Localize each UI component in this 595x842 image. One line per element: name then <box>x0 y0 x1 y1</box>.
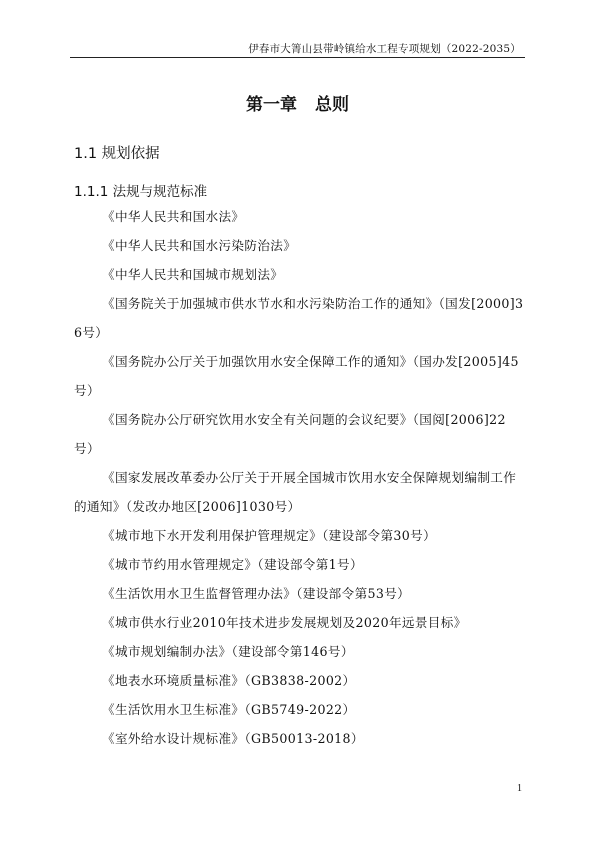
section-title: 1.1 规划依据 <box>74 146 160 162</box>
reference-item: 《城市节约用水管理规定》（建设部令第1号） <box>102 557 363 572</box>
reference-item: 《国务院办公厅研究饮用水安全有关问题的会议纪要》（国阅[2006]22号） <box>74 412 506 456</box>
reference-item: 《室外给水设计规标准》（GB50013-2018） <box>102 731 364 746</box>
reference-item: 《国务院关于加强城市供水节水和水污染防治工作的通知》（国发[2000]36号） <box>74 296 524 340</box>
header-divider <box>70 57 525 58</box>
reference-item: 《中华人民共和国水污染防治法》 <box>102 238 297 253</box>
running-header: 伊春市大箐山县带岭镇给水工程专项规划（2022-2035） <box>248 43 521 55</box>
reference-item: 《城市规划编制办法》（建设部令第146号） <box>102 644 354 659</box>
reference-item: 《生活饮用水卫生监督管理办法》（建设部令第53号） <box>102 586 411 601</box>
reference-item: 《城市地下水开发利用保护管理规定》（建设部令第30号） <box>102 528 437 543</box>
reference-list <box>74 202 524 753</box>
reference-item: 《地表水环境质量标准》（GB3838-2002） <box>102 673 356 688</box>
reference-item: 《国务院办公厅关于加强饮用水安全保障工作的通知》（国办发[2005]45号） <box>74 354 519 398</box>
reference-item: 《中华人民共和国城市规划法》 <box>102 267 284 282</box>
chapter-title: 第一章 总则 <box>246 95 349 115</box>
reference-item: 《国家发展改革委办公厅关于开展全国城市饮用水安全保障规划编制工作的通知》（发改办地区[2006]1030号） <box>74 470 517 514</box>
page-number: 1 <box>517 783 522 794</box>
reference-item: 《中华人民共和国水法》 <box>102 209 245 224</box>
reference-item: 《生活饮用水卫生标准》（GB5749-2022） <box>102 702 356 717</box>
reference-item: 《城市供水行业2010年技术进步发展规划及2020年远景目标》 <box>102 615 467 630</box>
subsection-title: 1.1.1 法规与规范标准 <box>74 184 208 200</box>
